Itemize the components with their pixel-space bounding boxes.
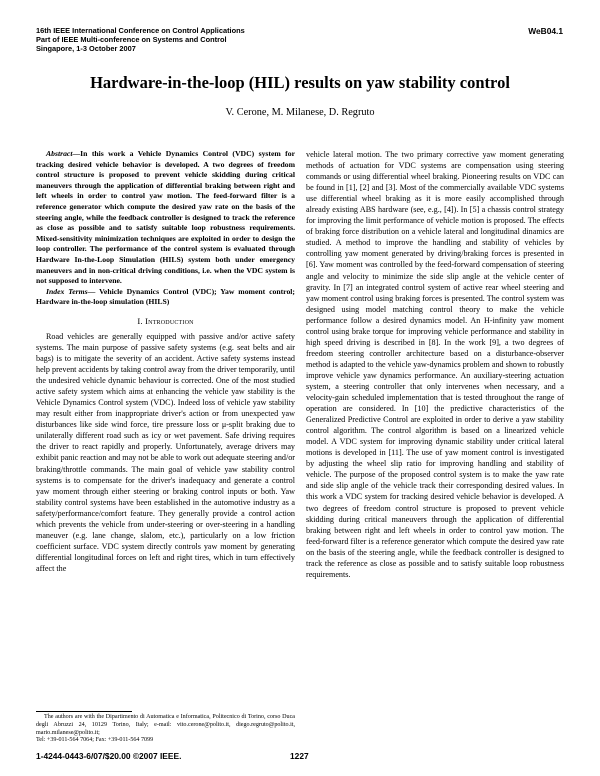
left-column xyxy=(36,149,295,764)
index-terms xyxy=(36,287,295,308)
conference-info xyxy=(36,26,456,53)
abstract-text: In this work a Vehicle Dynamics Control (VDC) system for tracking desired vehicle behavior is developed. A two degrees of freedom control structure is proposed to prevent vehicle skidding during critical maneuvers through the application of differential braking between right and left wheels in order to control yaw motion. The feed-forward filter is a reference generator which compute the desired yaw rate on the basis of the steering angle, while the feedback controller is designed to track the reference as close as possible and to satisfy suitable loop robustness requirements. Mixed-sensitivity minimization techniques are exploited in order to design the loop controller. The performance of the control system is evaluated through Hardware In-the-Loop Simulation (HILS) system both under emergency maneuvers and in non-critical driving conditions, i.e. when the VDC system is not supposed to intervene. xyxy=(36,149,295,286)
page-number: 1227 xyxy=(290,751,309,761)
conference-line-2: Part of IEEE Multi-conference on Systems and Control xyxy=(36,35,227,44)
paper-code: WeB04.1 xyxy=(528,26,563,36)
index-terms-dash: — xyxy=(87,286,96,296)
abstract xyxy=(36,149,295,287)
intro-paragraph: Road vehicles are generally equipped with passive and/or active safety systems. The main purpose of passive safety systems (e.g. seat belts and air bags) is to mitigate the severity of an accident. Active safety systems instead help prevent accidents by taking control away from the driver temporarily, until the undesired vehicle dynamic behaviour is corrected. One of the most studied active safety system which aims at enhancing the vehicle yaw stability is the Vehicle Dynamics Control system (VDC). Indeed loss of vehicle yaw stability may result either from inappropriate driver's action or from unexpected yaw disturbances like side wind force, tire pressure loss or μ-split braking due to unilaterally different road such as icy or wet pavement. Safe driving requires the driver to react rapidly and properly. Unfortunately, average drivers may exhibit panic reaction and may not be able to work out adequate steering and/or braking/throttle commands. The main goal of vehicle yaw stability control systems is to compensate for the driver's inadequacy and generate a control yaw moment through either steering or braking control inputs or both. Yaw stability control systems have been established in the automotive industry as a safety/performance/comfort feature. They generally provide a control action which prevents the vehicle from under-steering or over-steering in a handling maneuver (e.g. lane change, slalom, etc.), particularly on a low friction coefficient surface. VDC system directly controls yaw moment by generating differential longitudinal forces on left and right tires, which in turn effectively affect the xyxy=(36,331,295,573)
conference-line-3: Singapore, 1-3 October 2007 xyxy=(36,44,136,53)
section-heading xyxy=(36,316,295,327)
conference-line-1: 16th IEEE International Conference on Control Applications xyxy=(36,26,245,35)
index-terms-label: Index Terms xyxy=(46,286,88,296)
abstract-dash: — xyxy=(72,149,81,158)
paper-authors: V. Cerone, M. Milanese, D. Regruto xyxy=(225,107,375,118)
abstract-label: Abstract xyxy=(46,149,73,158)
intro-body xyxy=(36,331,295,764)
index-terms-text: Vehicle Dynamics Control (VDC); Yaw moment control; Hardware in-the-loop simulation (HILS) xyxy=(36,286,295,307)
author-footnote xyxy=(36,714,295,745)
footnote-affiliation: The authors are with the Dipartimento di Automatica e Informatica, Politecnico di Torino, corso Duca degli Abruzzi 24, 10129 Torino, Italy; e-mail: vito.cerone@polito.it, diego.regruto@polito.it, mario.milanese@polito.it; xyxy=(36,714,295,736)
isbn-copyright: 1-4244-0443-6/07/$20.00 ©2007 IEEE. xyxy=(36,751,182,761)
footnote-rule xyxy=(36,711,132,712)
section-number: I. xyxy=(137,315,143,326)
footnote-contact: Tel: +39-011-564 7064; Fax: +39-011-564 7099 xyxy=(36,737,154,744)
right-column xyxy=(306,149,564,698)
paper-title: Hardware-in-the-loop (HIL) results on yaw stability control xyxy=(90,73,510,92)
intro-continued: vehicle lateral motion. The two primary corrective yaw moment generating methods of actuation for VDC systems are compensation using steering commands or using differential wheel braking. Pioneering results on VDC can be found in [1], [2] and [3]. Most of the commercially available VDC systems use differential wheel braking as it is more easily accomplished through already existing ABS hardware (see, e.g., [4]). In [5] a chassis control strategy for improving the limit performance of vehicle motion is proposed. The effects of braking force distribution on a vehicle lateral and longitudinal dinamics are studied. A method to improve the handling and stability of vehicles by controlling yaw moment generated by driving/braking forces is presented in [6]. Yaw moment was controlled by the feed-forward compensation of steering angle and velocity to minimize the side slip angle at the vehicle center of gravity. In [7] an integrated control system of active rear wheel steering and yaw moment control using braking forces is presented. The control system was designed using model matching control theory to make the vehicle performance follow a desired dynamics model. An H-infinity yaw moment control using brake torque for improving vehicle performance and stability in high speed driving is described in [8]. In the work [9], a two degrees of freedom steering controller architecture based on a disturbance-observer method is adapted to the vehicle yaw-dynamics problem and shown to robustly improve vehicle yaw dynamics performance. An auxiliary-steering actuation system, a steering controller that only intervenes when necessary, and a velocity-gain scheduled implementation that is tested throughout the range of operation are considered. In [10] the predictive characteristics of the Generalized Predictive Control are exploited in order to derive a yaw stability control algorithm. The control algorithm is based on a linearized vehicle model. A VDC system for improving dynamic stability under critical lateral motions is developed in [11]. The use of yaw moment control is investigated by adjusting the wheel slip ratio for improving handling and stability of vehicle. The purpose of the proposed control system is to make the yaw rate and side slip angle of the vehicle track their corresponding desired values. In this work a VDC system for tracking desired vehicle behavior is developed. A two degrees of freedom control structure is proposed to prevent vehicle skidding during critical maneuvers through the application of differential braking between right and left wheels in order to control yaw motion. The feed-forward filter is a reference generator which compute the desired yaw rate on the basis of the steering angle, while the feedback controller is designed to track the reference as close as possible and to satisfy suitable loop robustness requirements. xyxy=(306,150,564,579)
section-title: Introduction xyxy=(145,315,194,326)
